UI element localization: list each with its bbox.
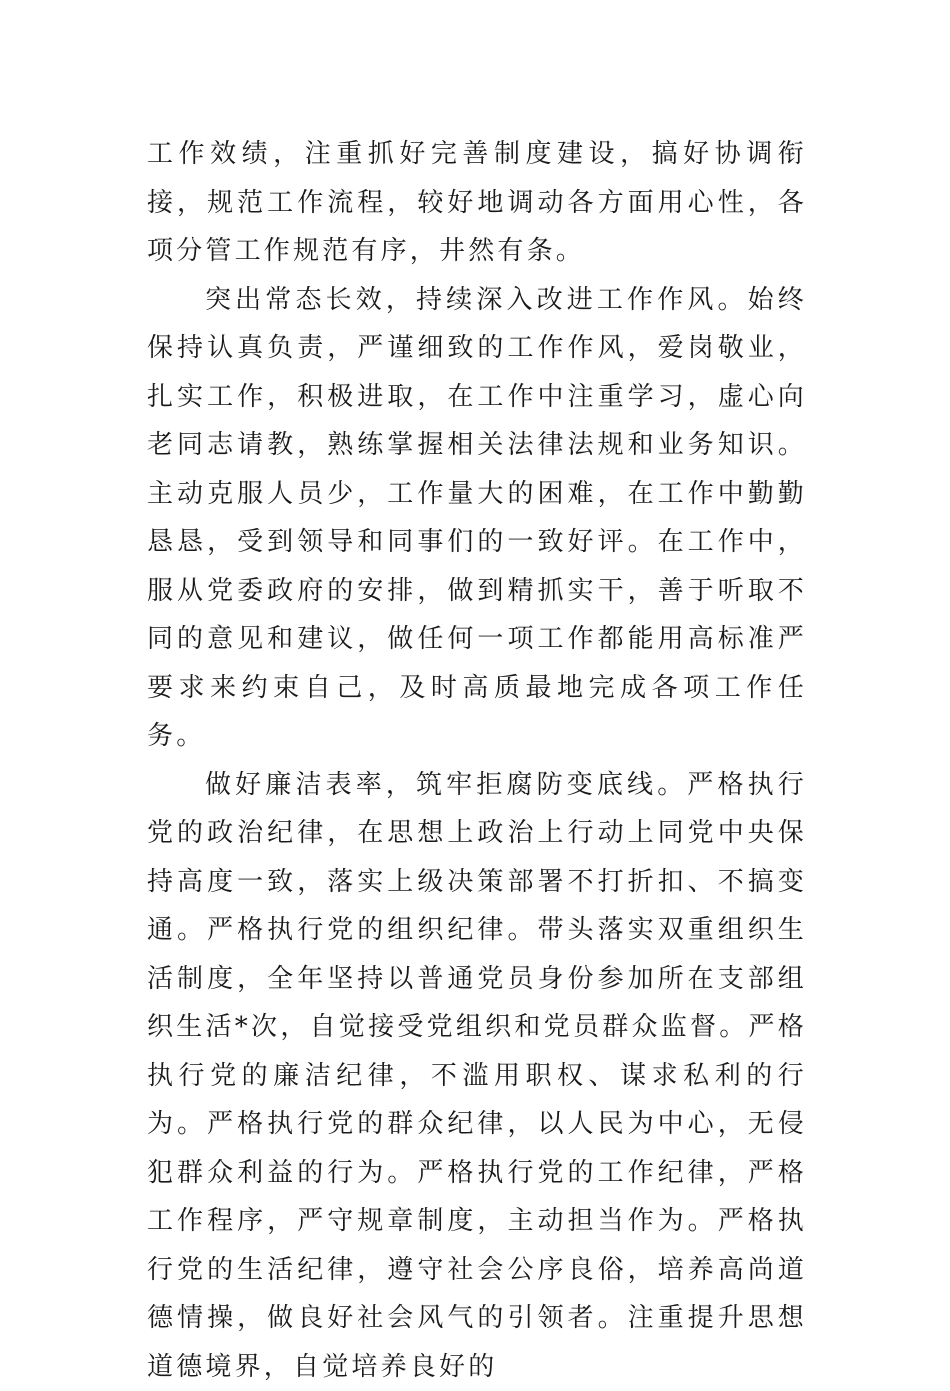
paragraph-1: 工作效绩，注重抓好完善制度建设，搞好协调衔接，规范工作流程，较好地调动各方面用心性，各项分管工作规范有序，井然有条。 (147, 130, 807, 276)
paragraph-2: 突出常态长效，持续深入改进工作作风。始终保持认真负责，严谨细致的工作作风，爱岗敬业，扎实工作，积极进取，在工作中注重学习，虚心向老同志请教，熟练掌握相关法律法规和业务知识。主动克服人员少，工作量大的困难，在工作中勤勤恳恳，受到领导和同事们的一致好评。在工作中，服从党委政府的安排，做到精抓实干，善于听取不同的意见和建议，做任何一项工作都能用高标准严要求来约束自己，及时高质最地完成各项工作任务。 (147, 276, 807, 761)
document-body (147, 130, 807, 1391)
paragraph-3: 做好廉洁表率，筑牢拒腐防变底线。严格执行党的政治纪律，在思想上政治上行动上同党中央保持高度一致，落实上级决策部署不打折扣、不搞变通。严格执行党的组织纪律。带头落实双重组织生活制度，全年坚持以普通党员身份参加所在支部组织生活*次，自觉接受党组织和党员群众监督。严格执行党的廉洁纪律，不滥用职权、谋求私利的行为。严格执行党的群众纪律，以人民为中心，无侵犯群众利益的行为。严格执行党的工作纪律，严格工作程序，严守规章制度，主动担当作为。严格执行党的生活纪律，遵守社会公序良俗，培养高尚道德情操，做良好社会风气的引领者。注重提升思想道德境界，自觉培养良好的 (147, 761, 807, 1391)
